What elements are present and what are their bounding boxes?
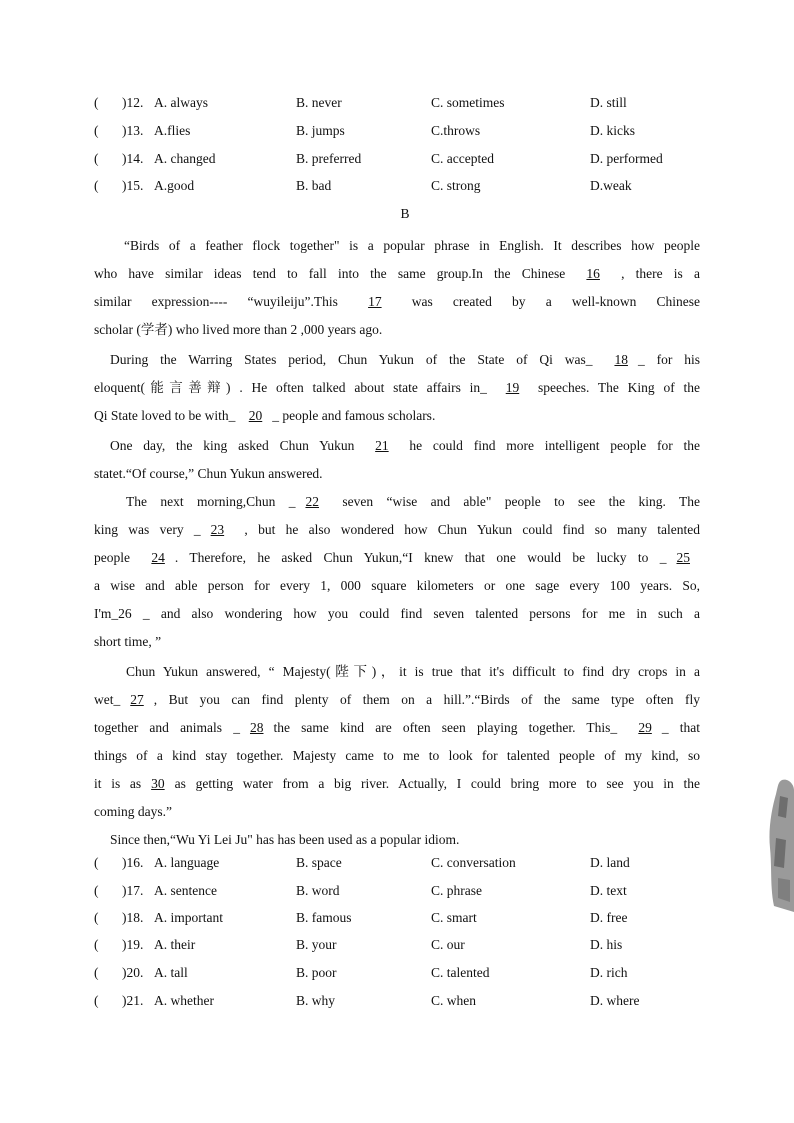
option-a: A. tall	[154, 965, 188, 980]
blank-number: 28	[249, 720, 264, 735]
passage-text: the same kind are often seen playing together. This_	[273, 720, 629, 735]
passage-line	[94, 544, 700, 572]
option-d: D.weak	[590, 178, 632, 193]
passage-text: . Therefore, he asked Chun Yukun,“I knew that one would be lucky to _	[174, 550, 667, 565]
option-c: C. smart	[431, 910, 477, 925]
passage-text: together and animals _	[94, 720, 240, 735]
blank-number: 20	[248, 408, 263, 423]
option-b: B. preferred	[296, 151, 362, 166]
passage-line	[94, 600, 700, 628]
passage-line	[94, 460, 700, 488]
passage-text: coming days.”	[94, 804, 172, 819]
passage-text: The next morning,Chun _	[126, 494, 296, 509]
passage-paragraph	[94, 826, 700, 854]
passage-text: _ for his	[637, 352, 701, 367]
passage-line	[94, 288, 700, 316]
answer-blank[interactable]: (	[94, 151, 99, 166]
passage-text: wet_	[94, 692, 121, 707]
question-row	[94, 910, 714, 930]
passage-text: statet.“Of course,” Chun Yukun answered.	[94, 466, 323, 481]
passage-text: “Birds of a feather flock together" is a popular phrase in English. It describes how people	[124, 238, 700, 253]
option-d: D. performed	[590, 151, 663, 166]
blank-number: 22	[305, 494, 319, 509]
option-b: B. jumps	[296, 123, 345, 138]
passage-text: king was very _	[94, 522, 201, 537]
option-d: D. where	[590, 993, 640, 1008]
answer-blank[interactable]: (	[94, 178, 99, 193]
option-a: A. changed	[154, 151, 216, 166]
option-c: C. phrase	[431, 883, 482, 898]
blank-number: 18	[614, 352, 628, 367]
question-row	[94, 883, 714, 903]
passage-text: seven “wise and able" people to see the king. The	[328, 494, 700, 509]
question-row	[94, 965, 714, 985]
passage-line	[94, 232, 700, 260]
answer-blank[interactable]: (	[94, 965, 99, 980]
option-a: A. always	[154, 95, 208, 110]
blank-number: 29	[638, 720, 652, 735]
passage-text: Chun Yukun answered, “ Majesty(陛下)，it is true that it's difficult to find dry crops in a	[126, 664, 700, 679]
passage-line	[94, 572, 700, 600]
option-b: B. famous	[296, 910, 352, 925]
passage-paragraph	[94, 658, 700, 826]
passage-text: _ that	[661, 720, 700, 735]
passage-text: it is as	[94, 776, 142, 791]
question-row	[94, 123, 714, 143]
passage-text: similar expression---- “wuyileiju”.This	[94, 294, 359, 309]
option-b: B. space	[296, 855, 342, 870]
option-d: D. kicks	[590, 123, 635, 138]
passage-text: One day, the king asked Chun Yukun	[110, 438, 366, 453]
option-d: D. free	[590, 910, 628, 925]
option-c: C. conversation	[431, 855, 516, 870]
passage-paragraph	[94, 488, 700, 656]
passage-paragraph	[94, 346, 700, 430]
blank-number: 21	[375, 438, 389, 453]
option-c: C.throws	[431, 123, 481, 138]
passage-text: a wise and able person for every 1, 000 square kilometers or one sage every 100 years. So,	[94, 578, 700, 593]
blank-number: 23	[210, 522, 225, 537]
answer-blank[interactable]: (	[94, 855, 99, 870]
passage-text: Since then,“Wu Yi Lei Ju" has has been used as a popular idiom.	[110, 832, 460, 847]
passage-line	[94, 714, 700, 742]
passage-line	[94, 516, 700, 544]
option-a: A. their	[154, 937, 196, 952]
blank-number: 30	[151, 776, 165, 791]
passage-line	[94, 488, 700, 516]
blank-number: 24	[151, 550, 165, 565]
option-b: B. poor	[296, 965, 337, 980]
question-row	[94, 993, 714, 1013]
option-b: B. why	[296, 993, 336, 1008]
option-c: C. strong	[431, 178, 481, 193]
passage-line	[94, 346, 700, 374]
option-c: C. talented	[431, 965, 490, 980]
option-a: A. whether	[154, 993, 214, 1008]
option-a: A.flies	[154, 123, 191, 138]
option-d: D. still	[590, 95, 627, 110]
passage-text: he could find more intelligent people for the	[398, 438, 701, 453]
passage-paragraph	[94, 232, 700, 344]
question-row	[94, 151, 714, 171]
question-number: )17.	[122, 883, 144, 898]
option-b: B. bad	[296, 178, 332, 193]
option-d: D. rich	[590, 965, 628, 980]
passage-text: , there is a	[609, 266, 700, 281]
passage-line	[94, 316, 700, 344]
question-row	[94, 855, 714, 875]
option-d: D. land	[590, 855, 630, 870]
passage-text: I'm_26 _ and also wondering how you could find seven talented persons for me in such a	[94, 606, 700, 621]
passage-line	[94, 798, 700, 826]
answer-blank[interactable]: (	[94, 937, 99, 952]
passage-text: eloquent(能言善辩) . He often talked about state affairs in_	[94, 380, 496, 395]
option-b: B. your	[296, 937, 337, 952]
passage-text: short time, ”	[94, 634, 162, 649]
passage-text: , but he also wondered how Chun Yukun could find so many talented	[234, 522, 701, 537]
passage-text: who have similar ideas tend to fall into the same group.In the Chinese	[94, 266, 577, 281]
option-a: A. important	[154, 910, 223, 925]
answer-blank[interactable]: (	[94, 993, 99, 1008]
blank-number: 27	[130, 692, 144, 707]
option-c: C. accepted	[431, 151, 494, 166]
blank-number: 25	[676, 550, 690, 565]
passage-line	[94, 260, 700, 288]
passage-line	[94, 770, 700, 798]
decorative-figure-icon	[768, 778, 794, 912]
passage-text: people	[94, 550, 142, 565]
passage-line	[94, 742, 700, 770]
blank-number: 16	[586, 266, 600, 281]
passage-text: speeches. The King of the	[529, 380, 700, 395]
question-number: )14.	[122, 151, 144, 166]
passage-line	[94, 432, 700, 460]
option-d: D. text	[590, 883, 627, 898]
answer-blank[interactable]: (	[94, 883, 99, 898]
passage-text: , But you can find plenty of them on a hill.”.“Birds of the same type often fly	[153, 692, 700, 707]
answer-blank[interactable]: (	[94, 910, 99, 925]
passage-line	[94, 374, 700, 402]
question-number: )19.	[122, 937, 144, 952]
passage-text: things of a kind stay together. Majesty came to me to look for talented people of my kind, so	[94, 748, 700, 763]
passage-line	[94, 686, 700, 714]
blank-number: 19	[505, 380, 520, 395]
question-number: )13.	[122, 123, 144, 138]
passage-text: was created by a well-known Chinese	[391, 294, 700, 309]
option-b: B. word	[296, 883, 340, 898]
option-b: B. never	[296, 95, 342, 110]
option-c: C. sometimes	[431, 95, 505, 110]
question-number: )21.	[122, 993, 144, 1008]
passage-text: scholar (学者) who lived more than 2 ,000 years ago.	[94, 322, 383, 337]
passage-line	[94, 628, 700, 656]
question-number: )18.	[122, 910, 144, 925]
question-row	[94, 178, 714, 198]
option-a: A. sentence	[154, 883, 217, 898]
answer-blank[interactable]: (	[94, 123, 99, 138]
passage-line	[94, 402, 700, 430]
blank-number: 17	[368, 294, 382, 309]
question-number: )16.	[122, 855, 144, 870]
option-c: C. our	[431, 937, 465, 952]
passage-paragraph	[94, 432, 700, 488]
passage-text: Qi State loved to be with_	[94, 408, 239, 423]
section-title: B	[400, 206, 410, 221]
question-number: )20.	[122, 965, 144, 980]
passage-line	[94, 658, 700, 686]
passage-text: During the Warring States period, Chun Yukun of the State of Qi was_	[110, 352, 605, 367]
option-a: A.good	[154, 178, 195, 193]
passage-text: _ people and famous scholars.	[272, 408, 436, 423]
question-number: )15.	[122, 178, 144, 193]
option-d: D. his	[590, 937, 623, 952]
option-c: C. when	[431, 993, 476, 1008]
option-a: A. language	[154, 855, 220, 870]
passage-text: as getting water from a big river. Actually, I could bring more to see you in the	[174, 776, 700, 791]
question-number: )12.	[122, 95, 144, 110]
answer-blank[interactable]: (	[94, 95, 99, 110]
question-row	[94, 95, 714, 115]
passage-line	[94, 826, 700, 854]
question-row	[94, 937, 714, 957]
